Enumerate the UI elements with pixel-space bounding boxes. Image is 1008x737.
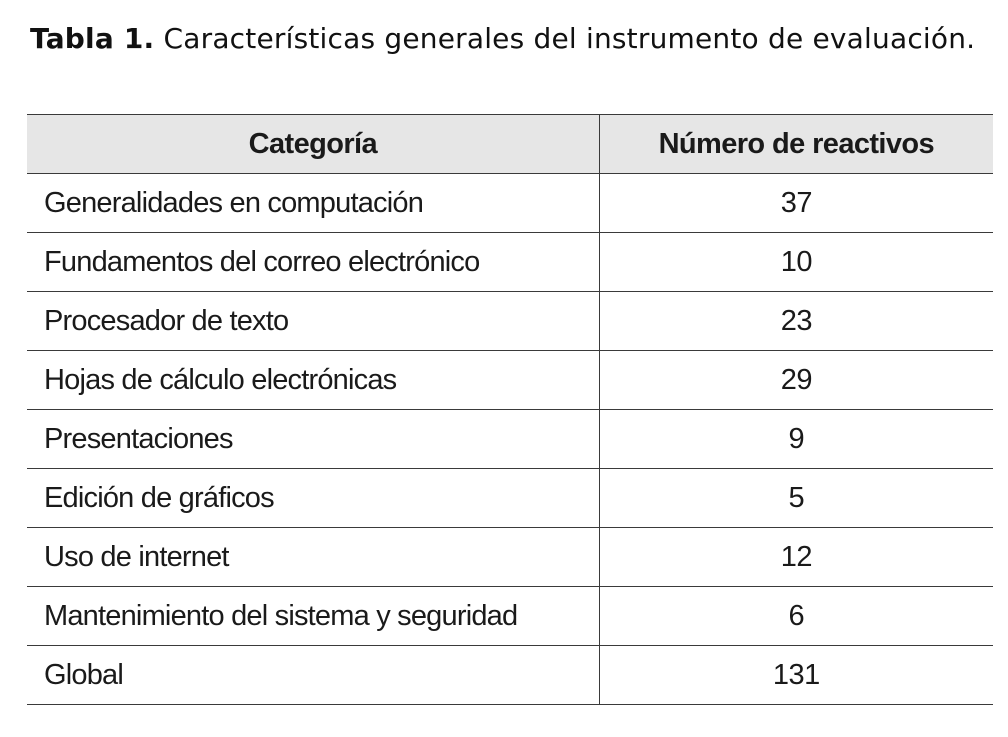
column-header-category: Categoría: [27, 115, 599, 174]
table-row: [27, 292, 993, 351]
column-header-count: Número de reactivos: [599, 115, 993, 174]
category-cell: Procesador de texto: [27, 292, 599, 351]
category-cell: Presentaciones: [27, 410, 599, 469]
count-cell: 9: [599, 410, 993, 469]
category-cell: Generalidades en computación: [27, 174, 599, 233]
table-caption: [30, 22, 975, 55]
count-cell: 12: [599, 528, 993, 587]
category-cell: Global: [27, 646, 599, 705]
caption-text: Características generales del instrumento de evaluación.: [163, 22, 976, 55]
category-cell: Mantenimiento del sistema y seguridad: [27, 587, 599, 646]
table-row: [27, 528, 993, 587]
table-row: [27, 410, 993, 469]
count-cell: 37: [599, 174, 993, 233]
count-cell: 10: [599, 233, 993, 292]
table-row: [27, 469, 993, 528]
table-row: [27, 587, 993, 646]
count-cell: 6: [599, 587, 993, 646]
category-cell: Edición de gráficos: [27, 469, 599, 528]
count-cell: 29: [599, 351, 993, 410]
count-cell: 5: [599, 469, 993, 528]
caption-label: Tabla 1.: [30, 22, 155, 55]
table-header-row: [27, 115, 993, 174]
table-row-total: [27, 646, 993, 705]
table-row: [27, 233, 993, 292]
count-cell: 131: [599, 646, 993, 705]
count-cell: 23: [599, 292, 993, 351]
category-cell: Hojas de cálculo electrónicas: [27, 351, 599, 410]
characteristics-table: [27, 114, 993, 705]
table-row: [27, 174, 993, 233]
category-cell: Fundamentos del correo electrónico: [27, 233, 599, 292]
category-cell: Uso de internet: [27, 528, 599, 587]
table-row: [27, 351, 993, 410]
